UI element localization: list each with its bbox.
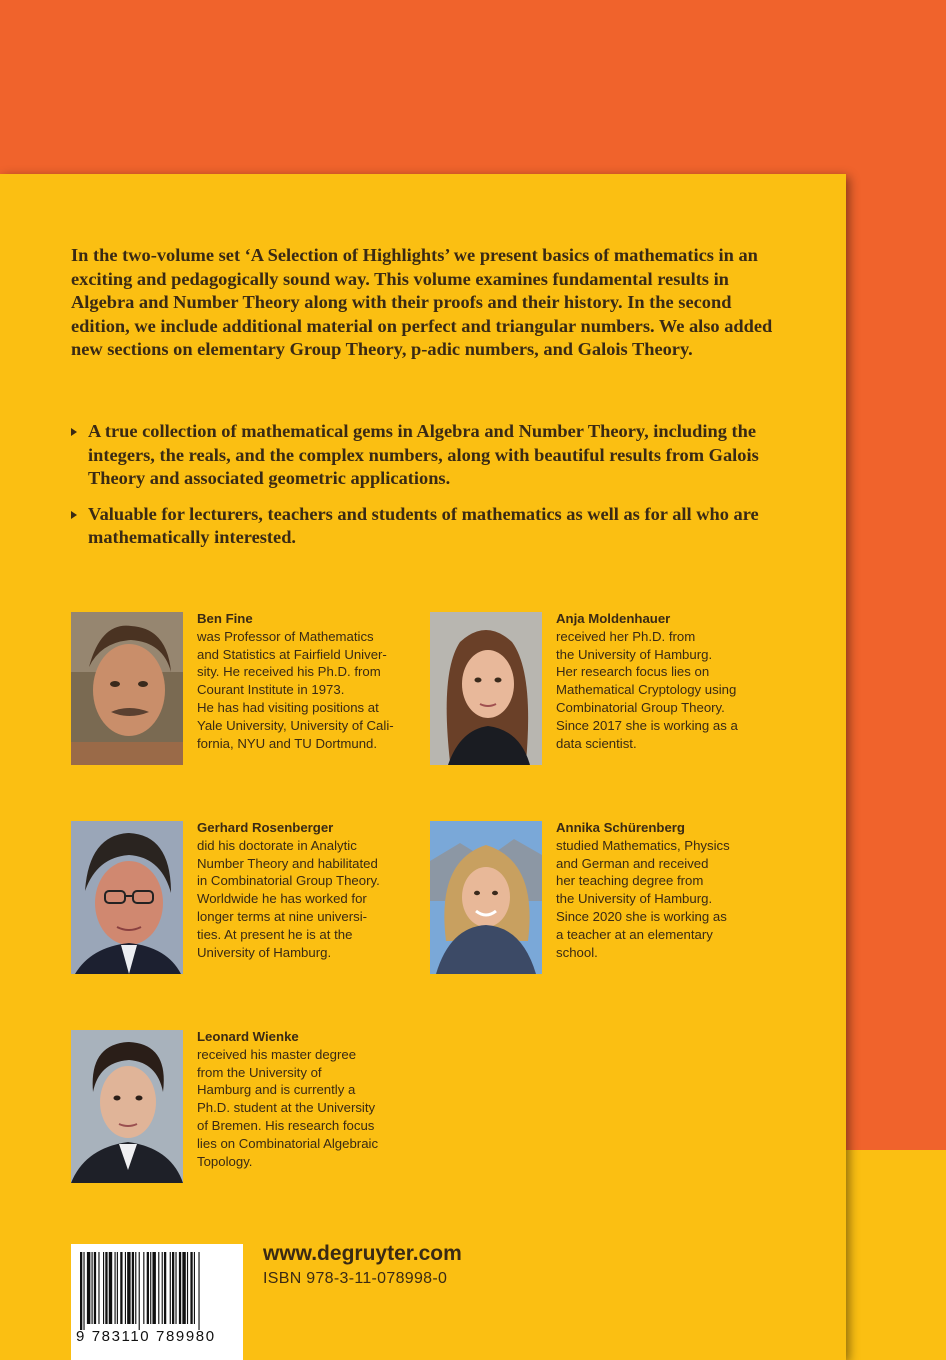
barcode-digits: 9 783110 789980 bbox=[76, 1328, 216, 1345]
author-photo bbox=[71, 1030, 183, 1183]
barcode-bar bbox=[105, 1252, 107, 1324]
author-name: Ben Fine bbox=[197, 611, 253, 626]
barcode-bar bbox=[127, 1252, 130, 1324]
barcode-bar bbox=[80, 1252, 82, 1330]
barcode-bar bbox=[103, 1252, 104, 1324]
barcode-bar bbox=[120, 1252, 122, 1324]
author-description: received his master degree from the University of Hamburg and is currently a Ph.D. student at the University of Bremen. His research focus lies on Combinatorial Algebraic Topology. bbox=[197, 1046, 379, 1169]
barcode-bar bbox=[179, 1252, 181, 1324]
author-bio bbox=[197, 610, 427, 752]
barcode-bar bbox=[194, 1252, 195, 1324]
barcode-bar bbox=[164, 1252, 166, 1324]
barcode-bar bbox=[190, 1252, 192, 1324]
barcode-bar bbox=[175, 1252, 176, 1324]
book-description: In the two-volume set ‘A Selection of Highlights’ we present basics of mathematics in an exciting and pedagogically sound way. This volume examines fundamental results in Algebra and Number Theory along with their proofs and their history. In the second edition, we include additional material on perfect and triangular numbers. We also added new sections on elementary Group Theory, p-adic numbers, and Galois Theory. bbox=[71, 245, 773, 360]
barcode-bar bbox=[147, 1252, 149, 1324]
barcode-bar bbox=[182, 1252, 185, 1324]
author-description: received her Ph.D. from the University of Hamburg. Her research focus lies on Mathematical Cryptology using Combinatorial Group Theory. Since 2017 she is working as a data scientist. bbox=[556, 628, 738, 751]
barcode-bar bbox=[139, 1252, 140, 1330]
author-photo bbox=[71, 821, 183, 974]
barcode-bar bbox=[135, 1252, 136, 1324]
isbn-barcode bbox=[71, 1244, 243, 1360]
barcode-bar bbox=[152, 1252, 155, 1324]
barcode-bar bbox=[172, 1252, 174, 1324]
feature-text: A true collection of mathematical gems in Algebra and Number Theory, including the integers, the reals, and the complex numbers, along with beautiful results from Galois Theory and associated geometric applications. bbox=[88, 421, 759, 489]
author-name: Anja Moldenhauer bbox=[556, 611, 671, 626]
barcode-bar bbox=[87, 1252, 90, 1324]
barcode-bar bbox=[125, 1252, 126, 1324]
feature-text: Valuable for lecturers, teachers and students of mathematics as well as for all who are mathematically interested. bbox=[88, 503, 759, 548]
isbn-number: ISBN 978-3-11-078998-0 bbox=[263, 1270, 448, 1287]
barcode-bar bbox=[98, 1252, 99, 1324]
author-description: studied Mathematics, Physics and German and received her teaching degree from the University of Hamburg. Since 2020 she is working as a teacher at an elementary school. bbox=[556, 837, 730, 960]
barcode-bar bbox=[143, 1252, 144, 1324]
barcode-bar bbox=[117, 1252, 118, 1324]
publisher-website: www.degruyter.com bbox=[263, 1242, 462, 1265]
barcode-bars-icon bbox=[80, 1252, 234, 1330]
barcode-bar bbox=[162, 1252, 163, 1324]
barcode-bar bbox=[170, 1252, 171, 1324]
feature-list bbox=[71, 420, 801, 562]
author-name: Annika Schürenberg bbox=[556, 820, 685, 835]
author-photo bbox=[71, 612, 183, 765]
barcode-bar bbox=[109, 1252, 112, 1324]
author-bio bbox=[556, 819, 786, 961]
barcode-bar bbox=[198, 1252, 199, 1330]
feature-item bbox=[71, 420, 801, 491]
barcode-bar bbox=[83, 1252, 84, 1330]
author-bio bbox=[556, 610, 786, 752]
triangle-bullet-icon bbox=[71, 428, 77, 436]
back-cover bbox=[0, 174, 846, 1360]
barcode-bar bbox=[150, 1252, 151, 1324]
triangle-bullet-icon bbox=[71, 511, 77, 519]
author-description: was Professor of Mathematics and Statistics at Fairfield Univer- sity. He received his Ph.D. from Courant Institute in 1973. He has had visiting positions at Yale University, University of Cali- fornia, NYU and TU Dortmund. bbox=[197, 628, 394, 751]
background-strip bbox=[846, 1150, 946, 1360]
author-photo bbox=[430, 612, 542, 765]
author-description: did his doctorate in Analytic Number Theory and habilitated in Combinatorial Group Theory. Worldwide he has worked for longer terms at nine universi- ties. At present he is at the University of Hamburg. bbox=[197, 837, 380, 960]
barcode-bar bbox=[94, 1252, 96, 1324]
barcode-bar bbox=[158, 1252, 159, 1324]
author-name: Gerhard Rosenberger bbox=[197, 820, 334, 835]
barcode-bar bbox=[132, 1252, 134, 1324]
author-bio bbox=[197, 1028, 427, 1170]
barcode-bar bbox=[115, 1252, 116, 1324]
author-name: Leonard Wienke bbox=[197, 1029, 299, 1044]
feature-item bbox=[71, 503, 801, 550]
author-photo bbox=[430, 821, 542, 974]
barcode-bar bbox=[92, 1252, 93, 1324]
author-bio bbox=[197, 819, 427, 961]
barcode-bar bbox=[187, 1252, 188, 1324]
